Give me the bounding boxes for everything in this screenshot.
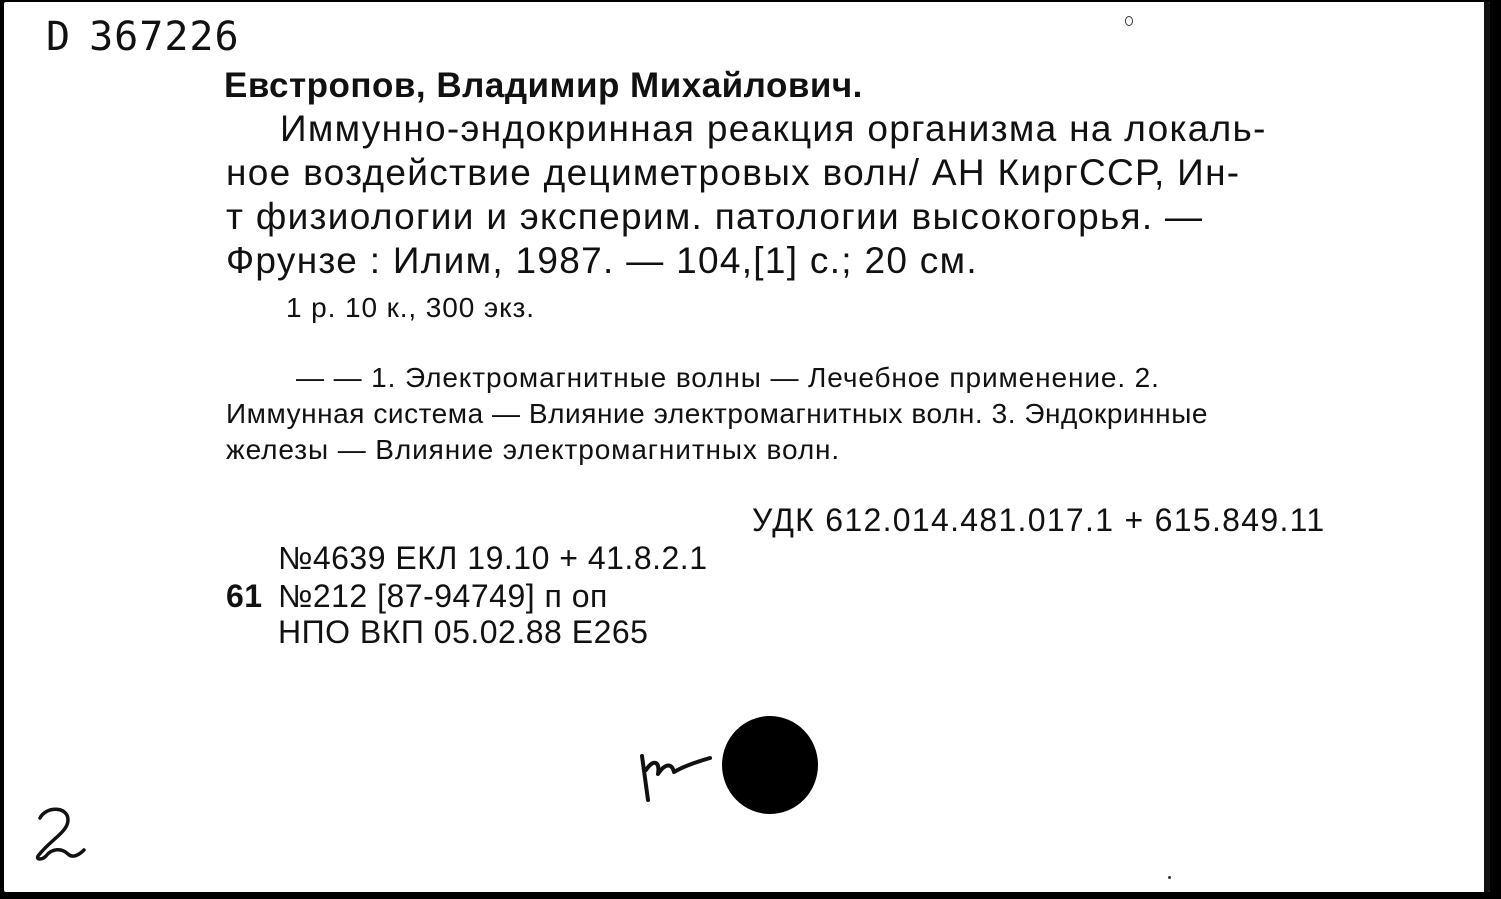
registry-line: №212 [87-94749] п оп [278, 578, 608, 614]
title-line-3: т физиологии и эксперим. патологии высокогорья. — [226, 196, 1204, 237]
speck-mark [1168, 876, 1171, 879]
small-circle-mark [1125, 16, 1133, 26]
inventory-number-value: 367226 [89, 14, 240, 60]
subject-line-2: Иммунная система — Влияние электромагнитных волн. 3. Эндокринные [226, 398, 1208, 429]
registry-prefix: 61 [226, 578, 263, 614]
subject-line-1: — — 1. Электромагнитные волны — Лечебное применение. 2. [296, 362, 1160, 393]
catalog-card [4, 2, 1490, 892]
title-line-1: Иммунно-эндокринная реакция организма на локаль- [280, 108, 1267, 149]
title-line-2: ное воздействие дециметровых волн/ АН КиргССР, Ин- [226, 152, 1241, 193]
handwritten-number-mark [32, 804, 92, 864]
author-heading: Евстропов, Владимир Михайлович. [224, 66, 863, 105]
price-line: 1 р. 10 к., 300 экз. [286, 292, 535, 323]
ink-blot-mark [722, 716, 818, 814]
inventory-prefix: D [46, 14, 72, 60]
npo-line: НПО ВКП 05.02.88 Е265 [278, 614, 649, 650]
title-line-4: Фрунзе : Илим, 1987. — 104,[1] с.; 20 см. [226, 240, 978, 281]
subject-line-3: железы — Влияние электромагнитных волн. [226, 434, 841, 465]
inventory-number [46, 14, 240, 60]
handwritten-scribble-icon [638, 748, 718, 808]
udc-classification: УДК 612.014.481.017.1 + 615.849.11 [752, 502, 1326, 538]
ekl-line: №4639 ЕКЛ 19.10 + 41.8.2.1 [278, 540, 708, 576]
